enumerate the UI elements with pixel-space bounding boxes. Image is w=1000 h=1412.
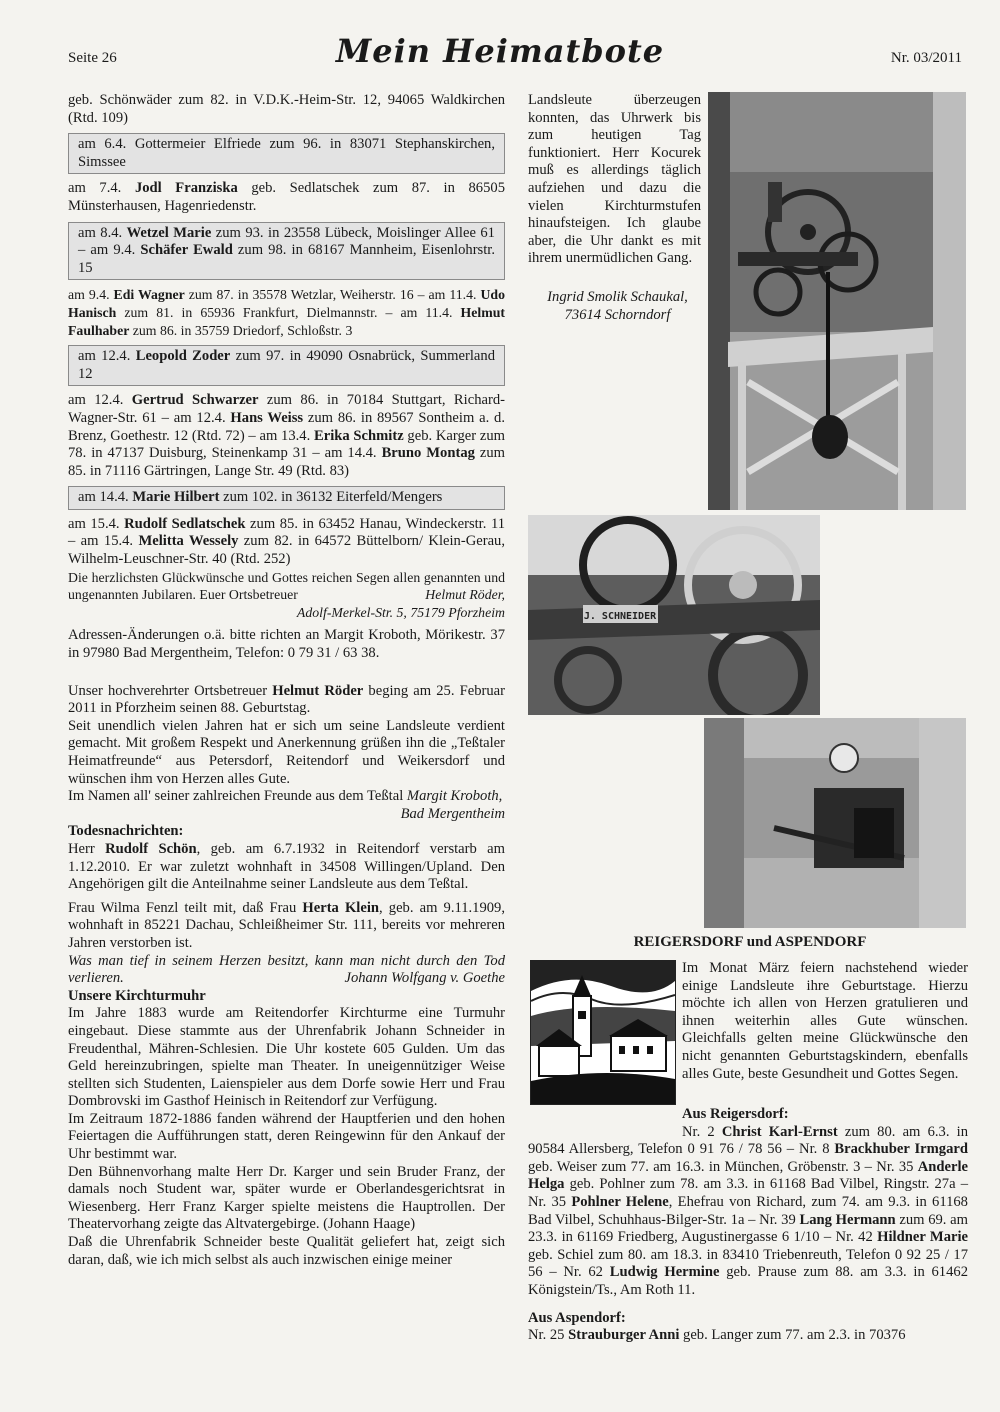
masthead-title: Mein Heimatbote <box>335 32 665 70</box>
quote: Was man tief in seinem Herzen besitzt, kann man nicht durch den Tod verlieren. <box>68 952 505 987</box>
article-text: Im Zeitraum 1872-1886 fanden während der Hauptferien und den hohen Feiertagen die Aufführungen statt, deren Reingewinn für den Ankauf der Uhr bestimmt war. <box>68 1110 505 1163</box>
greeting-text: Die herzlichsten Glückwünsche und Gottes reichen Segen allen genannten und ungenannten Jubilaren. Euer Ortsbetreuer Helmut Röder, <box>68 569 505 603</box>
article-text: Im Jahre 1883 wurde am Reitendorfer Kirchturme eine Turmuhr eingebaut. Diese stammte aus der Uhrenfabrik Johann Schneider in Freudenthal, Mähren-Schlesien. Die Uhr kostete 605 Gulden. Um das Geld hereinzubringen, spielte man Theater. In uneigennütziger Weise stellten sich Studenten, Laienspieler aus dem Dorfe sowie Herr und Frau Dombrovski im Gasthof Heinisch in Reitendorf zur Verfügung. <box>68 1005 505 1110</box>
birthday-entry: Nr. 25 Strauburger Anni geb. Langer zum 77. am 2.3. in 70376 <box>528 1327 906 1344</box>
article-text: Den Bühnenvorhang malte Herr Dr. Karger und sein Bruder Franz, der damals noch Student war, später wurde er Oberlandesgerichtsrat in Wiesenberg. Herr Franz Karger spielte meistens die Hauptrollen. Der Theatervorhang zeigte das Altvatergebirge. (Johann Haage) <box>68 1163 505 1233</box>
section-title: Todesnachrichten: <box>68 823 184 840</box>
article-continuation: Landsleute überzeugen konnten, das Uhrwerk bis zum heutigen Tag funktioniert. Herr Kocurek muß es allerdings täglich aufziehen und dazu die vielen Kirchturmstufen hinaufsteigen. Ich glaube aber, die Uhr dankt es mit ihrem unermüdlichen Gang. <box>528 92 701 267</box>
tribute-text: Seit unendlich vielen Jahren hat er sich um seine Landsleute verdient gemacht. Mit großem Respekt und Anerkennung grüßen ihn die „Teßtaler Heimatfreunde“ aus Petersdorf, Reitendorf und Weikersdorf und wünschen ihm von Herzen alles Gute. <box>68 717 505 787</box>
signature: Adolf-Merkel-Str. 5, 75179 Pforzheim <box>296 604 505 620</box>
issue-number: Nr. 03/2011 <box>890 50 962 66</box>
birthday-entry: am 15.4. Rudolf Sedlatschek zum 85. in 63452 Hanau, Windeckerstr. 11 – am 15.4. Melitta Wessely zum 82. in 64572 Büttelborn/ Klein-Gerau, Wilhelm-Leuschner-Str. 40 (Rtd. 252) <box>68 515 505 568</box>
left-column <box>68 92 505 1269</box>
highlight-box: am 14.4. Marie Hilbert zum 102. in 36132 Eiterfeld/Mengers <box>68 486 505 510</box>
obituary: Frau Wilma Fenzl teilt mit, daß Frau Herta Klein, geb. am 9.11.1909, wohnhaft in 85221 Dachau, Schleißheimer Str. 111, bereits vor mehreren Jahren verstorben ist. <box>68 899 506 951</box>
subsection-title: Aus Aspendorf: <box>528 1309 626 1326</box>
clock-cabinet-photo <box>704 718 966 928</box>
section-title: Unsere Kirchturmuhr <box>68 987 206 1004</box>
obituary: Herr Rudolf Schön, geb. am 6.7.1932 in Reitendorf verstarb am 1.12.2010. Er war zuletzt wohnhaft in 34508 Willingen/Upland. Den Angehörigen gilt die Anteilnahme seiner Landsleute aus dem Teßtal. <box>68 840 506 893</box>
page-number: Seite 26 <box>68 50 117 66</box>
tribute-text: Unser hochverehrter Ortsbetreuer Helmut Röder beging am 25. Februar 2011 in Pforzheim seinen 88. Geburtstag. <box>68 682 505 717</box>
highlight-box: am 8.4. Wetzel Marie zum 93. in 23558 Lübeck, Moislinger Allee 61 – am 9.4. Schäfer Ewald zum 98. in 68167 Mannheim, Eisenlohrstr. 15 <box>68 222 505 281</box>
quote-author: Johann Wolfgang v. Goethe <box>344 970 505 987</box>
signature: Bad Mergentheim <box>400 805 505 822</box>
birthday-entry: am 12.4. Gertrud Schwarzer zum 86. in 70184 Stuttgart, Richard-Wagner-Str. 61 – am 12.4. Hans Weiss zum 86. in 89567 Sontheim a. d. Brenz, Goethestr. 12 (Rtd. 72) – am 13.4. Erika Schmitz geb. Karger zum 78. in 47137 Duisburg, Steinenkamp 31 – am 14.4. Bruno Montag zum 85. in 71116 Gärtringen, Lange Str. 49 (Rtd. 83) <box>68 392 506 479</box>
highlight-box: am 6.4. Gottermeier Elfriede zum 96. in 83071 Stephanskirchen, Simssee <box>68 133 505 174</box>
subsection-title: Aus Reigersdorf: <box>682 1106 789 1122</box>
birthday-entry: Nr. 2 Christ Karl-Ernst zum 80. am 6.3. in 90584 Allersberg, Telefon 0 91 76 / 78 56 – Nr. 8 Brackhuber Irmgard geb. Weiser zum 77. am 16.3. in München, Gröbenstr. 3 – Nr. 35 Anderle Helga geb. Pohlner zum 78. am 3.3. in 61168 Bad Vilbel, Ringstr. 27a – Nr. 35 Pohlner Helene, Ehefrau von Richard, zum 74. am 9.3. in 61168 Bad Vilbel, Schuhhaus-Bilger-Str. 1a – Nr. 39 Lang Hermann zum 69. am 23.3. in 61169 Friedberg, Augustinergasse 6 1/10 – Nr. 42 Hildner Marie geb. Schiel zum 80. am 18.3. in 83410 Triebenreuth, Telefon 0 92 25 / 17 56 – Nr. 62 Ludwig Hermine geb. Prause zum 88. am 3.3. in 61462 Königstein/Ts., Am Roth 11. <box>528 1123 969 1298</box>
article-text: Daß die Uhrenfabrik Schneider beste Qualität geliefert hat, zeigt sich daran, daß, wie ich mich selbst als auch inzwischen einige meiner <box>68 1234 505 1268</box>
highlight-box: am 12.4. Leopold Zoder zum 97. in 49090 Osnabrück, Summerland 12 <box>68 345 505 386</box>
reigersdorf-intro: Im Monat März feiern nachstehend wieder einige Landsleute ihre Geburtstage. Hierzu möchte ich allen von Herzen gratulieren und ihnen weiterhin alles Gute wünschen. Gleichfalls gelten meine Glückwünsche den nicht genannten Geburtstagskindern, ebenfalls alles Gute, beste Gesundheit und Gottes Segen. <box>682 960 968 1082</box>
birthday-entry: am 7.4. Jodl Franziska geb. Sedlatschek zum 87. in 86505 Münsterhausen, Hagenriedenstr. <box>68 180 505 214</box>
gears-nameplate-photo <box>528 515 820 715</box>
nameplate-label: J. SCHNEIDER <box>583 611 657 622</box>
section-heading: REIGERSDORF und ASPENDORF <box>633 934 867 950</box>
tribute-text: Im Namen all' seiner zahlreichen Freunde aus dem Teßtal Margit Kroboth, <box>68 788 503 805</box>
birthday-entry: am 9.4. Edi Wagner zum 87. in 35578 Wetzlar, Weiherstr. 16 – am 11.4. Udo Hanisch zum 81. in 65936 Frankfurt, Dielmannstr. – am 11.4. Helmut Faulhaber zum 86. in 35759 Driedorf, Schloßstr. 3 <box>68 287 505 338</box>
reigersdorf-birthdays <box>528 1106 969 1345</box>
author-signature: Ingrid Smolik Schaukal, 73614 Schorndorf <box>547 289 688 323</box>
village-illustration <box>530 960 676 1105</box>
address-change-note: Adressen-Änderungen o.ä. bitte richten an Margit Kroboth, Mörikestr. 37 in 97980 Bad Mergentheim, Telefon: 0 79 31 / 63 38. <box>68 627 505 662</box>
birthday-entry: geb. Schönwäder zum 82. in V.D.K.-Heim-Str. 12, 94065 Waldkirchen (Rtd. 109) <box>68 92 505 126</box>
clock-mechanism-photo <box>708 92 966 510</box>
